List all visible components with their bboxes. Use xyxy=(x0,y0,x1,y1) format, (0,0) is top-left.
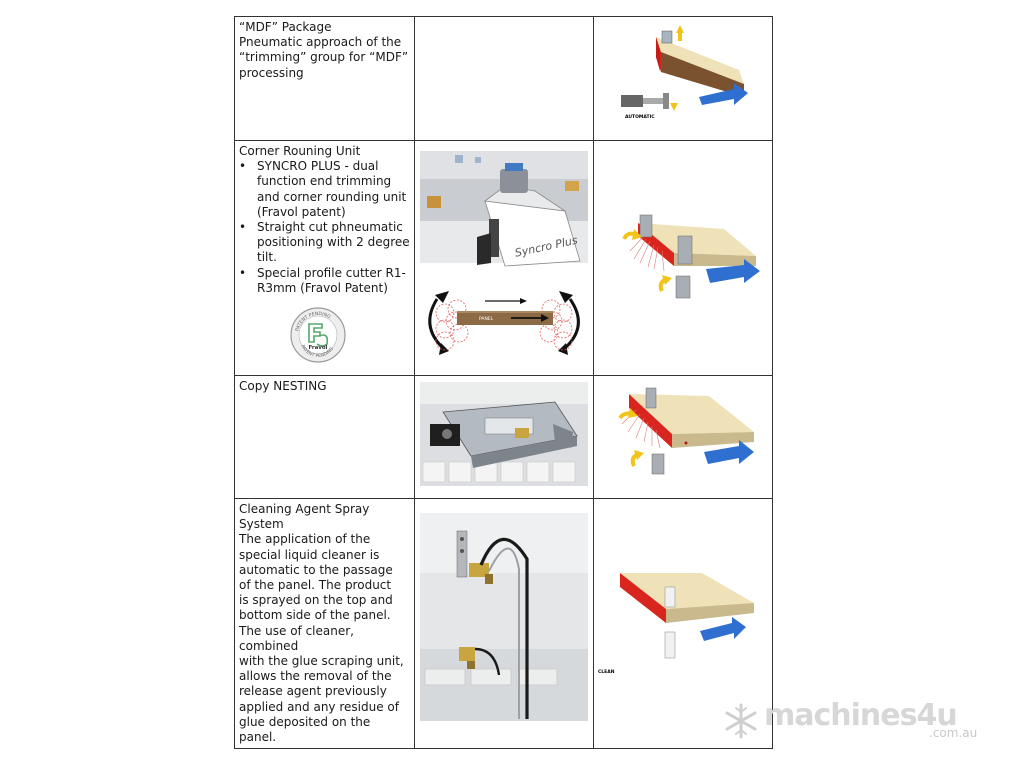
row-description: The application of the special liquid cleaner is automatic to the passage of the panel. The product is sprayed on the top and bottom side of the panel. The use of cleaner, combined with the glue scraping unit, allows the removal of the release agent previously applied and any residue of glue deposited on the panel. xyxy=(239,532,404,745)
row-title: Copy NESTING xyxy=(239,379,327,393)
photo-cell xyxy=(415,376,594,499)
diagram-label: AUTOMATIC xyxy=(625,115,655,120)
list-item: • Straight cut phneumatic positioning with 2 degree tilt. xyxy=(239,220,414,266)
panel-label: PANEL xyxy=(479,317,494,322)
diagram-cell xyxy=(594,141,773,376)
watermark-domain: .com.au xyxy=(929,726,978,740)
patent-pending-seal xyxy=(289,306,347,364)
feature-bullet-list xyxy=(235,159,414,296)
spray-system-photo xyxy=(415,499,593,744)
photo-cell xyxy=(415,499,594,749)
machine-label: Syncro Plus xyxy=(513,233,579,260)
table-row xyxy=(235,376,773,499)
description-cell xyxy=(235,376,415,499)
description-cell xyxy=(235,141,415,376)
table-row xyxy=(235,141,773,376)
row-description: Pneumatic approach of the “trimming” group for “MDF” processing xyxy=(239,35,409,80)
table-row xyxy=(235,499,773,749)
site-watermark xyxy=(722,700,992,744)
diagram-label: CLEAN xyxy=(598,670,615,675)
snowflake-logo-icon xyxy=(722,702,760,740)
copy-nesting-photo xyxy=(415,376,593,494)
nesting-diagram xyxy=(594,376,772,494)
row-title: Cleaning Agent Spray System xyxy=(239,502,370,532)
diagram-cell xyxy=(594,17,773,141)
row-title: “MDF” Package xyxy=(239,20,332,34)
diagram-cell xyxy=(594,376,773,499)
table-row xyxy=(235,17,773,141)
syncro-plus-photo-and-diagram xyxy=(415,141,593,371)
corner-rounding-diagram xyxy=(594,141,772,371)
feature-table xyxy=(234,16,773,749)
watermark-brand: machines4u xyxy=(764,698,957,733)
description-cell xyxy=(235,499,415,749)
row-title: Corner Rouning Unit xyxy=(239,144,361,158)
svg-text:PATENT PENDING: PATENT PENDING xyxy=(295,311,332,332)
photo-cell xyxy=(415,141,594,376)
svg-text:PATENT PENDING: PATENT PENDING xyxy=(299,344,336,360)
photo-cell-empty xyxy=(415,17,594,141)
seal-brand: Fravol xyxy=(308,345,328,352)
list-item: • SYNCRO PLUS - dual function end trimming and corner rounding unit (Fravol patent) xyxy=(239,159,414,220)
list-item: • Special profile cutter R1- R3mm (Fravol Patent) xyxy=(239,266,414,296)
mdf-trimming-diagram xyxy=(594,17,772,136)
description-cell xyxy=(235,17,415,141)
